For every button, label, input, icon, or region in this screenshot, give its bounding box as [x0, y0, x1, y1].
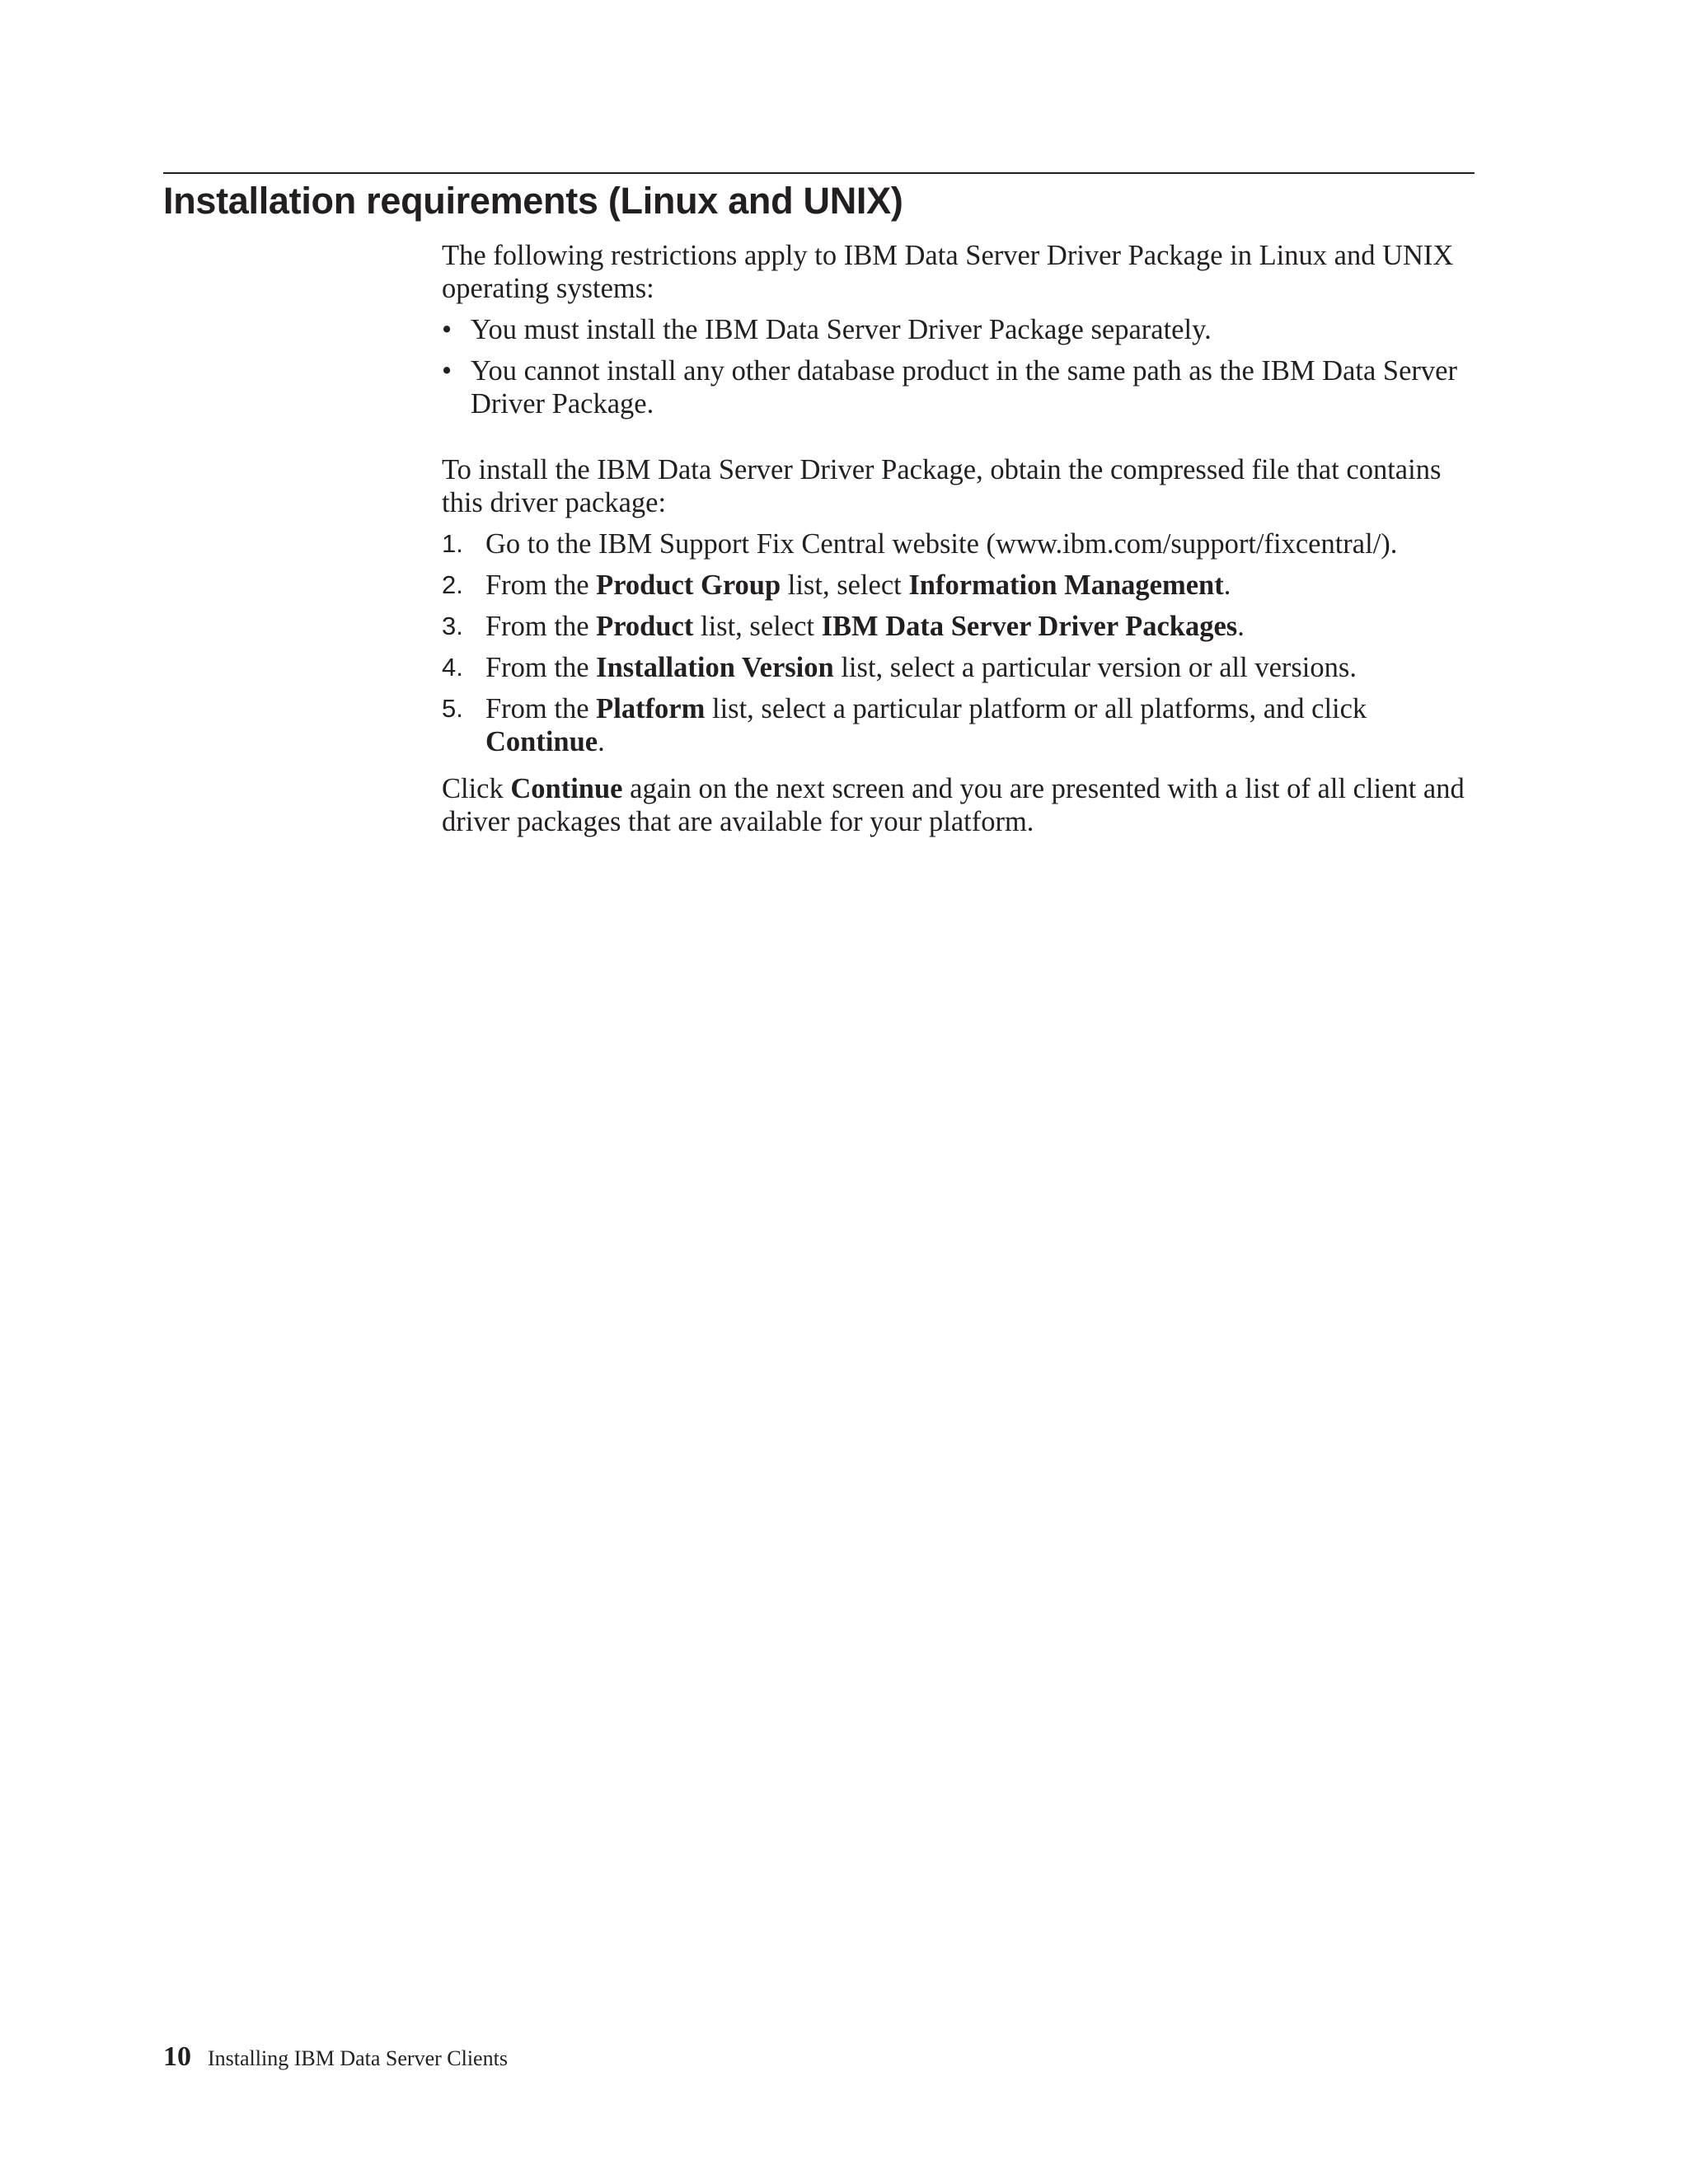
list-item — [442, 354, 1477, 420]
step-item — [442, 692, 1477, 758]
step-text-middle: list, select — [693, 611, 822, 642]
install-intro-paragraph: To install the IBM Data Server Driver Package, obtain the compressed file that contains this driver package: — [442, 454, 1442, 518]
step-text-prefix: From the — [485, 611, 597, 642]
page-footer — [163, 2042, 508, 2074]
step-text-middle: list, select a particular version or all versions. — [833, 652, 1357, 683]
page-number: 10 — [163, 2041, 191, 2072]
ui-term: Product — [596, 611, 694, 642]
install-steps-list — [442, 527, 1477, 758]
bullet-marker: • — [442, 314, 452, 345]
list-item — [442, 313, 1477, 346]
ui-term: Platform — [596, 693, 706, 724]
step-number: 5. — [442, 694, 463, 723]
bullet-text: You must install the IBM Data Server Driver Package separately. — [471, 314, 1212, 345]
section-body — [442, 239, 1477, 838]
step-text-prefix: From the — [485, 569, 597, 601]
ui-term: Information Management — [908, 569, 1224, 601]
step-number: 4. — [442, 653, 463, 682]
step-text-middle: list, select — [781, 569, 909, 601]
step-text-suffix: . — [598, 726, 605, 757]
step-item — [442, 651, 1477, 684]
ui-term: Installation Version — [596, 652, 834, 683]
restrictions-list — [442, 313, 1477, 420]
closing-suffix: again on the next screen and you are presented with a list of all client and driver packages that are available for your platform. — [442, 773, 1465, 837]
step-item — [442, 610, 1477, 643]
closing-paragraph — [442, 772, 1477, 838]
step-number: 2. — [442, 570, 463, 599]
step-item — [442, 527, 1477, 560]
bullet-marker: • — [442, 355, 452, 387]
heading-rule — [163, 172, 1475, 174]
section-heading: Installation requirements (Linux and UNIX) — [163, 180, 903, 222]
step-number: 1. — [442, 529, 463, 558]
step-text-suffix: . — [1237, 611, 1245, 642]
ui-term: IBM Data Server Driver Packages — [821, 611, 1238, 642]
ui-term: Product Group — [596, 569, 781, 601]
book-title: Installing IBM Data Server Clients — [208, 2046, 508, 2070]
ui-term: Continue — [485, 726, 598, 757]
step-item — [442, 569, 1477, 602]
closing-prefix: Click — [442, 773, 511, 804]
step-text: Go to the IBM Support Fix Central website (www.ibm.com/support/fixcentral/). — [485, 528, 1398, 560]
bullet-text: You cannot install any other database product in the same path as the IBM Data Server Driver Package. — [471, 355, 1457, 419]
step-text-prefix: From the — [485, 693, 597, 724]
step-number: 3. — [442, 612, 463, 640]
step-text-prefix: From the — [485, 652, 597, 683]
step-text-middle: list, select a particular platform or all platforms, and click — [705, 693, 1367, 724]
intro-paragraph: The following restrictions apply to IBM Data Server Driver Package in Linux and UNIX operating systems: — [442, 240, 1454, 304]
step-text-suffix: . — [1223, 569, 1231, 601]
ui-term: Continue — [510, 773, 623, 804]
